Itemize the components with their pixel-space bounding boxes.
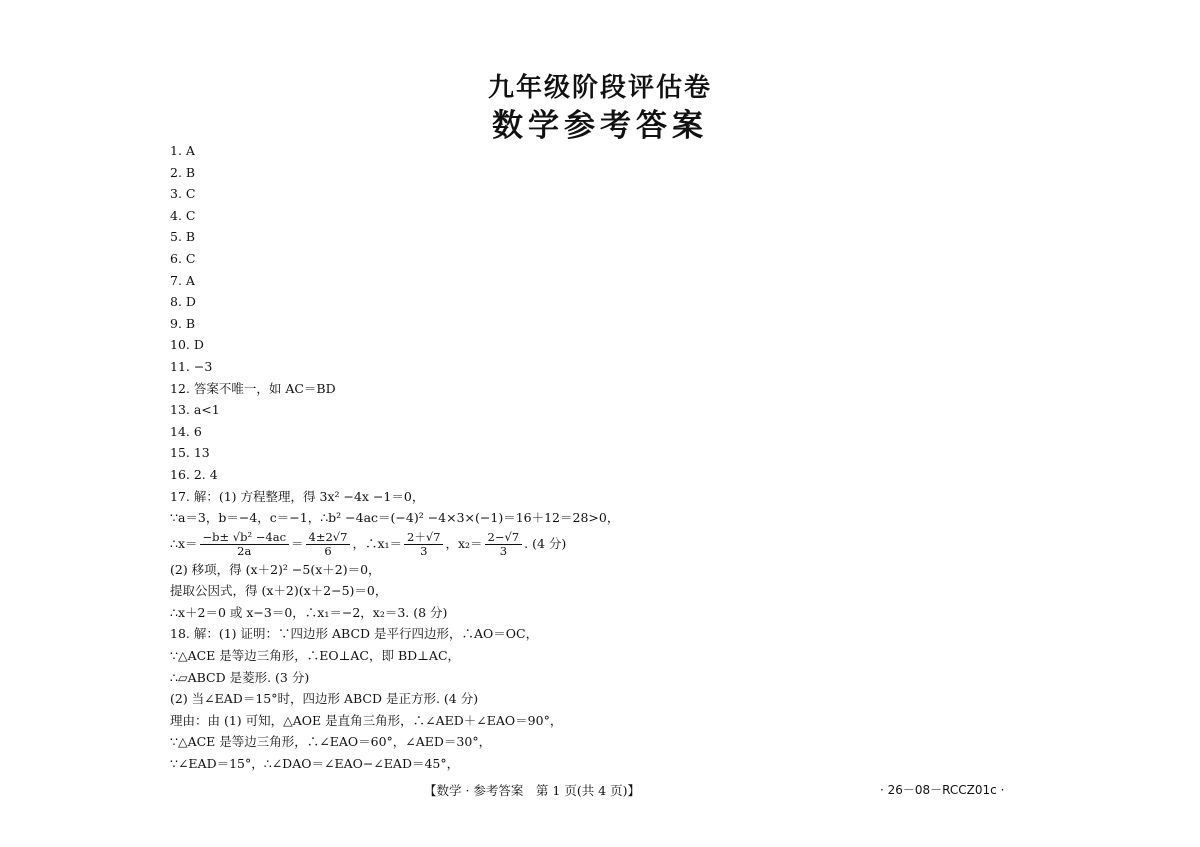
answer-line: 2. B — [170, 164, 196, 180]
solution-line: (2) 当∠EAD＝15°时，四边形 ABCD 是正方形. (4 分) — [170, 691, 479, 707]
formula-prefix: ∴x＝ — [170, 535, 198, 551]
formula-fraction — [200, 531, 290, 558]
answer-line: 15. 13 — [170, 445, 210, 461]
answer-line: 8. D — [170, 294, 196, 310]
fraction-denominator: 3 — [499, 543, 508, 558]
solution-line: 提取公因式，得 (x＋2)(x＋2−5)＝0， — [170, 583, 388, 599]
solution-line: ∵∠EAD＝15°，∴∠DAO＝∠EAO−∠EAD＝45°， — [170, 756, 460, 772]
solution-line: 17. 解：(1) 方程整理，得 3x² −4x −1＝0， — [170, 488, 425, 504]
solution-line: 理由：由 (1) 可知，△AOE 是直角三角形，∴∠AED＋∠EAO＝90°， — [170, 712, 563, 728]
formula-text: ，x₂＝ — [445, 535, 483, 551]
answer-line: 10. D — [170, 337, 204, 353]
fraction-denominator: 3 — [420, 543, 428, 558]
fraction-numerator: −b± √b² −4ac — [200, 531, 290, 545]
document-header — [0, 72, 1200, 146]
answer-list — [170, 140, 1070, 775]
solution-line: ∴▱ABCD 是菱形. (3 分) — [170, 669, 310, 685]
fraction-numerator: 2＋√7 — [404, 531, 443, 545]
solution-line: ∴x＋2＝0 或 x−3＝0，∴x₁＝−2，x₂＝3. (8 分) — [170, 604, 448, 620]
fraction-denominator: 6 — [324, 543, 332, 558]
answer-line: 12. 答案不唯一，如 AC＝BD — [170, 380, 336, 396]
formula-fraction — [306, 531, 351, 558]
fraction-numerator: 4±2√7 — [306, 531, 351, 545]
formula-fraction — [404, 531, 443, 558]
footer-page-info: 【数学 · 参考答案 第 1 页(共 4 页)】 — [424, 783, 640, 798]
formula-equals: ＝ — [291, 535, 304, 551]
answer-line: 4. C — [170, 207, 196, 223]
solution-line: ∵△ACE 是等边三角形，∴∠EAO＝60°，∠AED＝30°， — [170, 734, 492, 750]
solution-line: ∵a＝3，b＝−4，c＝−1，∴b² −4ac＝(−4)² −4×3×(−1)＝16＋12＝28>0， — [170, 510, 620, 526]
footer-code: · 26－08－RCCZ01c · — [880, 783, 1005, 797]
formula-suffix: . (4 分) — [524, 535, 567, 551]
answer-line: 3. C — [170, 186, 196, 202]
answer-line: 11. −3 — [170, 358, 213, 374]
answer-line: 1. A — [170, 143, 195, 158]
answer-line: 13. a<1 — [170, 402, 220, 418]
fraction-numerator: 2−√7 — [485, 531, 523, 545]
answer-line: 9. B — [170, 315, 196, 331]
fraction-denominator: 2a — [237, 543, 252, 558]
document-title: 九年级阶段评估卷 — [487, 73, 712, 103]
answer-line: 14. 6 — [170, 423, 202, 439]
page-footer — [0, 781, 1200, 801]
solution-line: ∵△ACE 是等边三角形，∴EO⊥AC，即 BD⊥AC， — [170, 648, 461, 664]
solution-line: (2) 移项，得 (x＋2)² −5(x＋2)＝0， — [170, 561, 381, 577]
quadratic-formula-line — [170, 529, 1070, 559]
formula-fraction — [485, 531, 523, 558]
document-subtitle: 数学参考答案 — [492, 108, 708, 144]
formula-text: ，∴x₁＝ — [352, 535, 403, 551]
answer-line: 7. A — [170, 272, 195, 288]
answer-line: 6. C — [170, 250, 196, 266]
solution-line: 18. 解：(1) 证明：∵四边形 ABCD 是平行四边形，∴AO＝OC， — [170, 626, 539, 642]
answer-line: 5. B — [170, 229, 196, 245]
answer-line: 16. 2. 4 — [170, 466, 218, 482]
